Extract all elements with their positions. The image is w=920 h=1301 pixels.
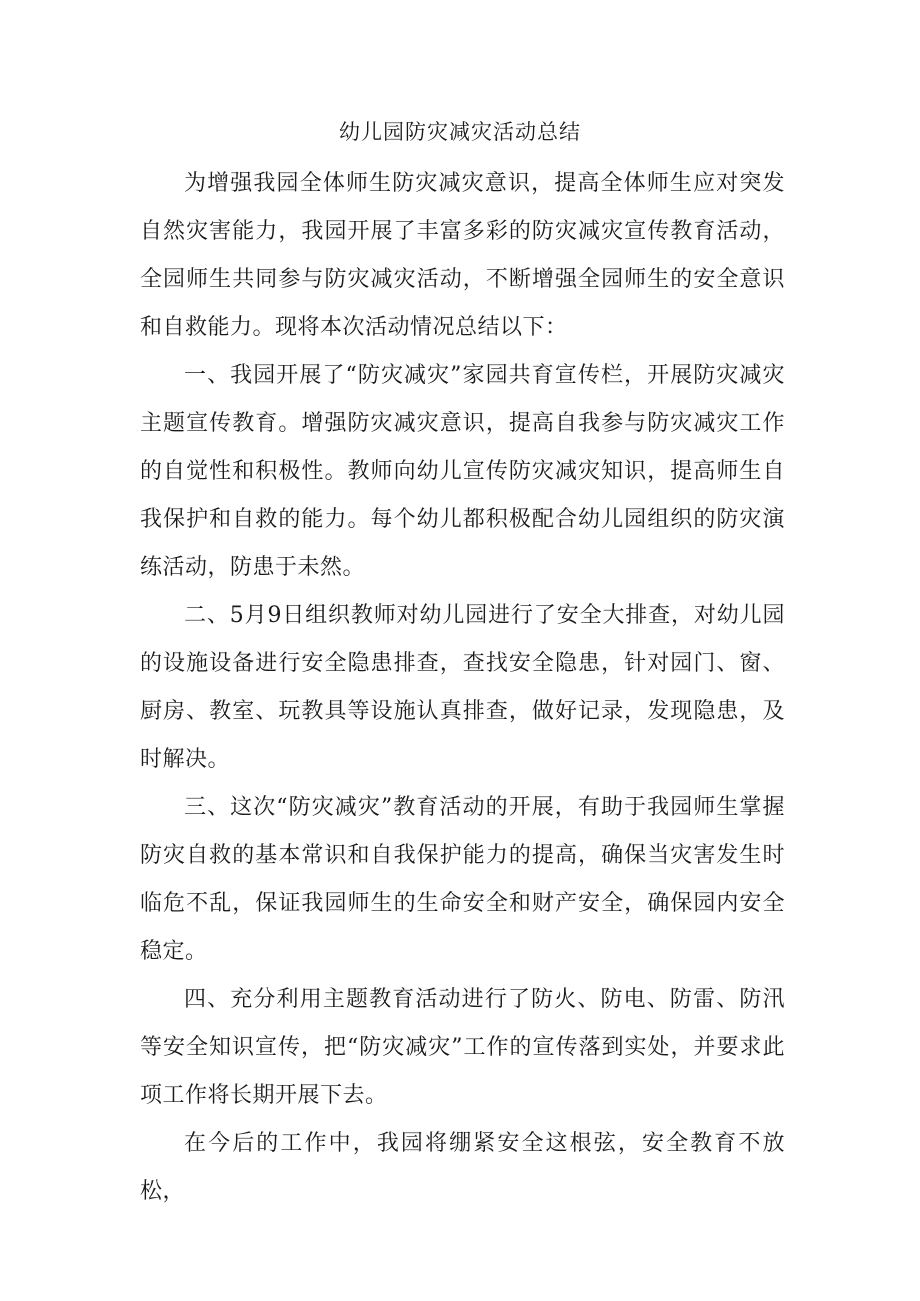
paragraph-item-4: 四、充分利用主题教育活动进行了防火、防电、防雷、防汛等安全知识宣传，把“防灾减灾”工作的宣传落到实处，并要求此项工作将长期开展下去。 xyxy=(140,987,785,1108)
paragraph-item-2: 二、5月9日组织教师对幼儿园进行了安全大排查，对幼儿园的设施设备进行安全隐患排查，查找安全隐患，针对园门、窗、厨房、教室、玩教具等设施认真排查，做好记录，发现隐患，及时解决。 xyxy=(140,603,785,772)
document-body xyxy=(140,160,785,1216)
paragraph-item-1: 一、我园开展了“防灾减灾”家园共育宣传栏，开展防灾减灾主题宣传教育。增强防灾减灾意识，提高自我参与防灾减灾工作的自觉性和积极性。教师向幼儿宣传防灾减灾知识，提高师生自我保护和自救的能力。每个幼儿都积极配合幼儿园组织的防灾演练活动，防患于未然。 xyxy=(140,363,785,580)
paragraph-intro: 为增强我园全体师生防灾减灾意识，提高全体师生应对突发自然灾害能力，我园开展了丰富多彩的防灾减灾宣传教育活动，全园师生共同参与防灾减灾活动，不断增强全园师生的安全意识和自救能力。现将本次活动情况总结以下： xyxy=(140,171,785,340)
paragraph-item-3: 三、这次“防灾减灾”教育活动的开展，有助于我园师生掌握防灾自救的基本常识和自我保护能力的提高，确保当灾害发生时临危不乱，保证我园师生的生命安全和财产安全，确保园内安全稳定。 xyxy=(140,795,785,964)
paragraph-closing: 在今后的工作中，我园将绷紧安全这根弦，安全教育不放松， xyxy=(140,1131,785,1204)
document-title: 幼儿园防灾减灾活动总结 xyxy=(339,120,581,144)
